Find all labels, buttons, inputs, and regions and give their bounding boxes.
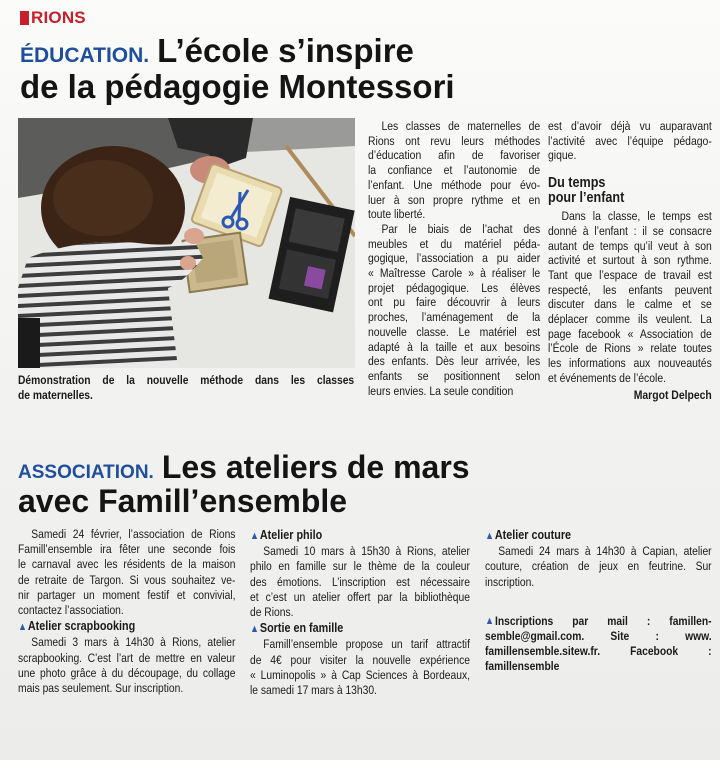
section-marker — [20, 11, 29, 25]
photo-classroom-icon — [18, 118, 355, 368]
text-line: « Maîtresse Carole » à réaliser le — [368, 266, 541, 281]
text-line: semble@gmail.com. Site : www. — [485, 629, 712, 644]
text-line: adapté à la taille et aux besoins — [368, 339, 541, 354]
article2-column3 — [485, 527, 712, 675]
scrapbooking-heading-text: Atelier scrapbooking — [27, 618, 136, 634]
text-line: Dans la classe, le temps est — [561, 209, 712, 224]
text-line: Samedi 24 février, l’association de Rions — [31, 527, 236, 541]
text-line: pour l’enfant — [548, 189, 625, 207]
text-line: Samedi 24 mars à 14h30 à Capian, atelier — [498, 544, 712, 559]
section-label: RIONS — [31, 8, 86, 27]
text-line: Samedi 3 mars à 14h30 à Rions, atelier — [31, 635, 236, 650]
article1-column3 — [548, 119, 712, 402]
text-line: la confiance et l’autonomie de — [368, 163, 541, 178]
sortie-text — [250, 637, 470, 698]
couture-heading — [485, 527, 712, 544]
article2-column1 — [18, 527, 235, 696]
article1-paragraph2 — [368, 222, 540, 398]
text-line: Démonstration de la nouvelle méthode dans les classes — [18, 373, 355, 387]
article1-headline-line2: de la pédagogie Montessori — [20, 68, 455, 105]
text-line: couture, création de jeux en feutrine. Sur — [485, 559, 712, 574]
text-line: Tant que l’espace de travail est — [548, 267, 712, 282]
text-line: discuter dans le calme et se — [548, 297, 712, 312]
text-line: et c’est un atelier offert par la bibliothèque — [250, 589, 470, 604]
text-line: le carnaval avec les résidents de la maison — [18, 557, 236, 572]
photo-caption — [18, 373, 354, 403]
text-line: gique. — [548, 148, 577, 163]
triangle-icon: ▲ — [485, 530, 495, 542]
text-line: donné à l’enfant : il se consacre — [548, 223, 712, 238]
text-line: d’éducation afin de favoriser — [368, 148, 541, 163]
text-line: le samedi 17 mars à 13h30. — [250, 683, 377, 698]
sortie-heading — [250, 620, 470, 637]
text-line: déplacer comme ils veulent. La — [548, 312, 712, 327]
text-line: de 4€ pour visiter la nouvelle expérience — [250, 652, 470, 667]
text-line: Les classes de maternelles de — [381, 119, 541, 133]
text-line: projet pédagogique. Les élèves — [368, 280, 541, 295]
text-line: contactez l’association. — [18, 603, 124, 618]
text-line: Famill’ensemble ira fêter une seconde fois — [18, 542, 236, 557]
text-line: l’activité avec l’équipe pédago- — [548, 133, 712, 148]
text-line: inscription. — [485, 574, 535, 589]
text-line: toute liberté. — [368, 207, 426, 222]
text-line: ont pu faire découvrir à leurs — [368, 295, 541, 310]
text-line: Par le biais de l’achat des — [381, 221, 541, 236]
text-line: philo en famille sur le thème de la couleur — [250, 559, 470, 574]
couture-heading-text: Atelier couture — [494, 527, 572, 542]
text-line: activité et surtout à son rythme. — [548, 253, 712, 268]
text-line: les informations aux nouveautés — [548, 356, 712, 371]
scrapbooking-text — [18, 635, 235, 696]
text-line: scrapbooking. C’est l’art de mettre en valeur — [18, 650, 236, 665]
text-line: une photo grâce à du découpage, du collage — [18, 665, 236, 680]
text-line: respecté, les enfants peuvent — [548, 282, 712, 297]
text-line: l’enfant. Une méthode pour évo- — [368, 177, 541, 192]
triangle-icon: ▲ — [18, 621, 28, 634]
text-line: nir partager un moment festif et convivial, — [18, 587, 236, 602]
text-line: Inscriptions par mail : famillen- — [494, 613, 712, 628]
article1-kicker: ÉDUCATION. — [20, 44, 150, 67]
triangle-icon: ▲ — [250, 530, 260, 542]
text-line: Samedi 10 mars à 15h30 à Rions, atelier — [263, 544, 470, 559]
text-line: luer à son propre rythme et en — [368, 192, 541, 207]
philo-text — [250, 544, 470, 620]
text-line: Du temps — [548, 174, 606, 192]
text-line: autant de temps qu’il veut à son — [548, 238, 712, 253]
text-line: et événements de l’école. — [548, 370, 667, 385]
article1-paragraph1 — [368, 119, 540, 222]
text-line: enfants se positionnent selon — [368, 368, 541, 383]
article1-paragraph3 — [548, 119, 712, 163]
article1-photo — [18, 118, 355, 368]
text-line: des émotions. L’inscription est nécessaire — [250, 574, 470, 589]
article1-column2 — [368, 119, 540, 398]
triangle-icon: ▲ — [485, 614, 495, 627]
text-line: leurs envies. La seule condition — [368, 383, 514, 398]
sortie-heading-text: Sortie en famille — [259, 620, 344, 636]
text-line: gogique, l’association a pu aider — [368, 251, 541, 266]
text-line: « Luminopolis » à Cap Sciences à Bordeaux, — [250, 667, 470, 682]
text-line: de retraite de Targon. Si vous souhaitez ve- — [18, 572, 236, 587]
text-line: de maternelles. — [18, 388, 93, 402]
philo-heading-text: Atelier philo — [259, 527, 323, 542]
text-line: est d’avoir déjà vu auparavant — [548, 119, 712, 133]
text-line: des enfants. Dès leur arrivée, les — [368, 354, 541, 369]
article2-column2 — [250, 527, 470, 698]
article1-paragraph4 — [548, 209, 712, 385]
couture-text — [485, 544, 712, 590]
text-line: Rions ont revu leurs méthodes — [368, 133, 541, 148]
text-line: mais pas seulement. Sur inscription. — [18, 681, 184, 696]
text-line: famillensemble — [485, 659, 560, 674]
text-line: de Rions. — [250, 605, 294, 620]
text-line: famillensemble.sitew.fr. Facebook : — [485, 644, 712, 659]
text-line: meubles et du matériel péda- — [368, 236, 541, 251]
article1-signature: Margot Delpech — [633, 387, 712, 402]
philo-heading — [250, 527, 470, 544]
article1-headline-text1: L’école s’inspire — [157, 32, 414, 69]
inscriptions-block — [485, 614, 712, 675]
text-line: proches, l’aménagement de la — [368, 310, 541, 325]
text-line: nouvelle classe. Le matériel est — [368, 324, 541, 339]
article2-kicker: ASSOCIATION. — [18, 462, 154, 483]
article2-headline-text1: Les ateliers de mars — [161, 449, 470, 485]
scrapbooking-heading — [18, 618, 235, 635]
text-line: Famill’ensemble propose un tarif attractif — [263, 637, 470, 652]
triangle-icon: ▲ — [250, 623, 260, 636]
text-line: l’École de Rions » relate toutes — [548, 341, 712, 356]
article2-intro — [18, 527, 235, 618]
article2-headline-line2: avec Famill’ensemble — [18, 483, 348, 519]
article1-subhead — [548, 175, 712, 205]
inscriptions-text — [485, 614, 712, 675]
spacer — [485, 590, 712, 614]
text-line: page facebook « Association de — [548, 326, 712, 341]
